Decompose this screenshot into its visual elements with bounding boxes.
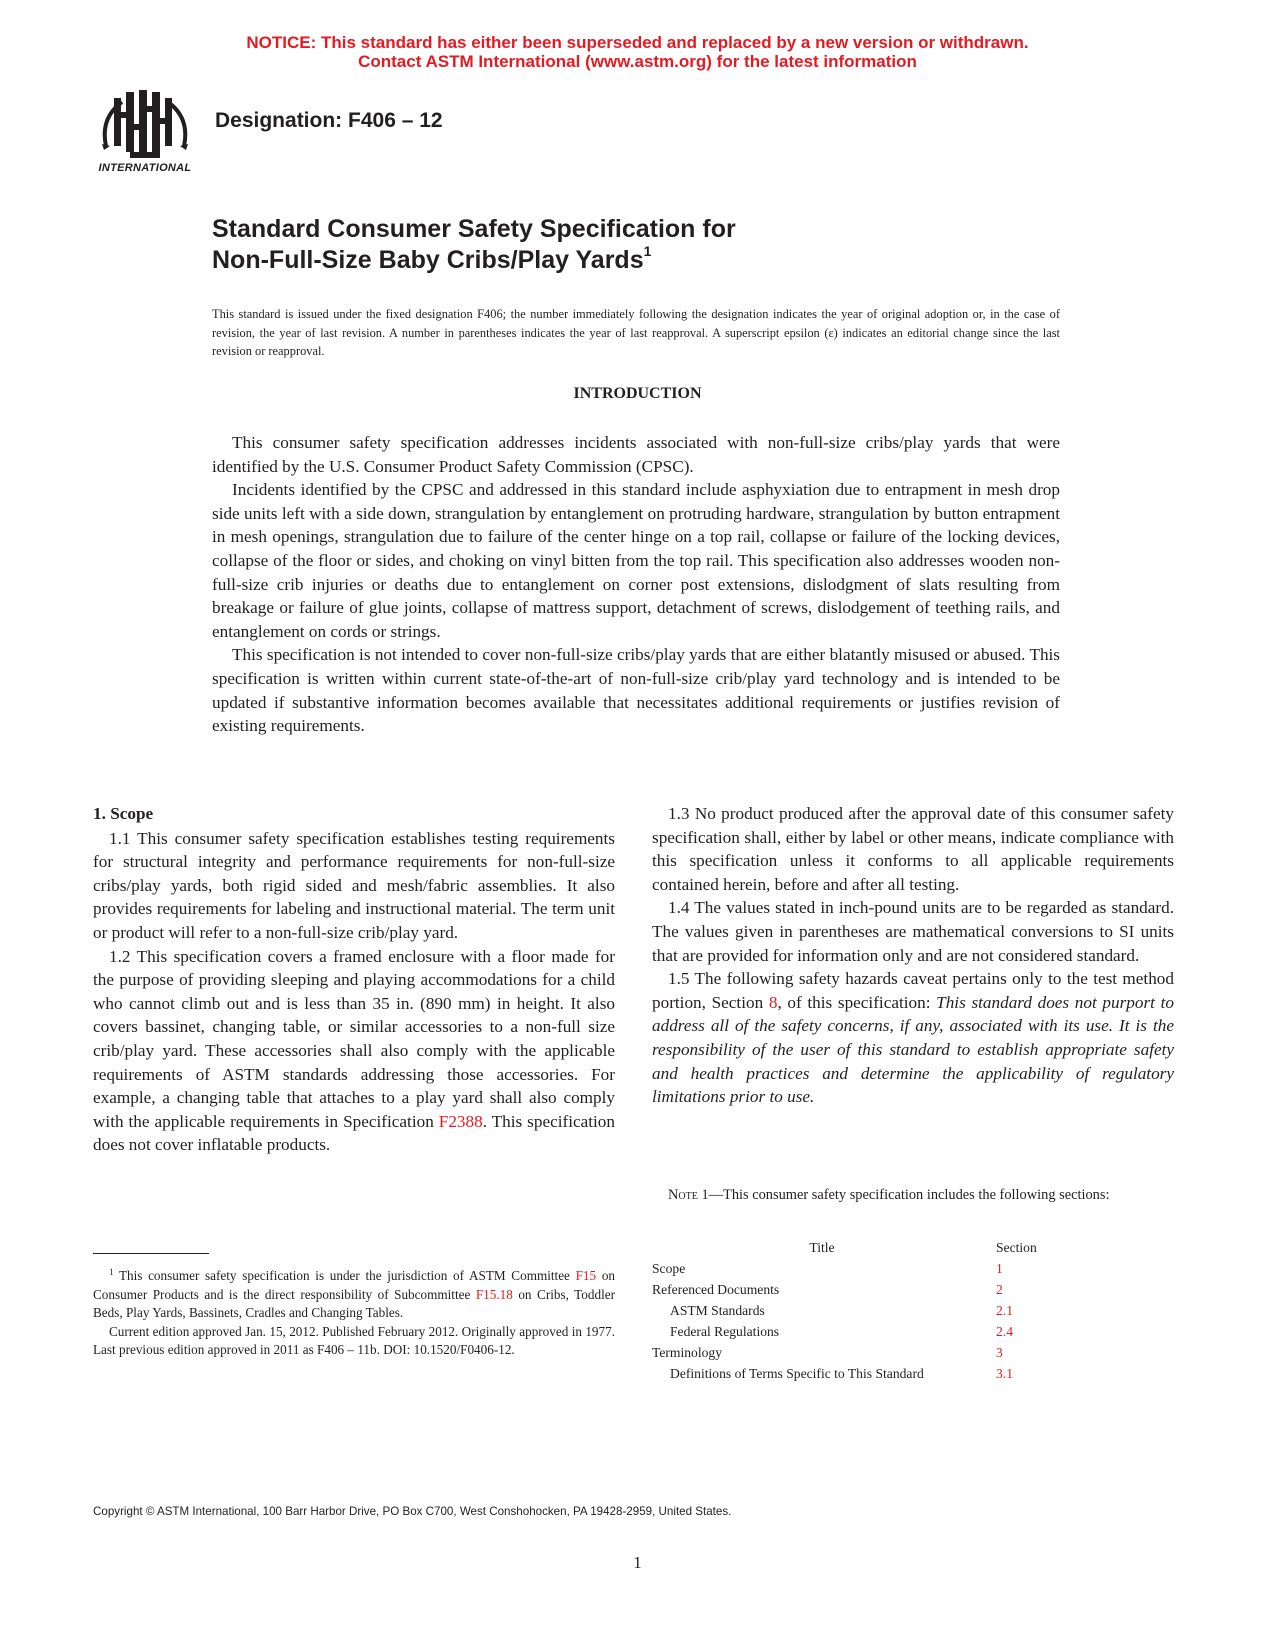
section-1-5-caveat: This standard does not purport to address all of the safety concerns, if any, associated with its use. It is the responsibility of the user of this standard to establish appropriate safety and health practices and determine the applicability of regulatory limitations prior to use.	[652, 992, 1174, 1107]
section-1-5	[652, 967, 1174, 1109]
footnote-mark: 1	[109, 1267, 114, 1277]
scope-heading: 1. Scope	[93, 804, 154, 823]
link-section-8[interactable]: 8	[768, 992, 778, 1012]
footnote-text-3: on Cribs, Toddler Beds, Play Yards, Bassinets, Cradles and Changing Tables.	[93, 1286, 615, 1320]
notice-line-2: Contact ASTM International (www.astm.org) for the latest information	[358, 52, 917, 71]
footnote-jurisdiction	[93, 1267, 615, 1323]
table-header-title: Title	[809, 1240, 835, 1255]
section-1-4: 1.4 The values stated in inch-pound units are to be regarded as standard. The values given in parentheses are mathematical conversions to SI units that are provided for information only and are not considered standard.	[652, 898, 1174, 965]
toc-section-link[interactable]: 3.1	[996, 1366, 1013, 1381]
note-1	[652, 1186, 1174, 1205]
title-line-2-text: Non-Full-Size Baby Cribs/Play Yards	[212, 246, 644, 274]
issued-note: This standard is issued under the fixed designation F406; the number immediately following the designation indicates the year of original adoption or, in the case of revision, the year of last revision. A number in parentheses indicates the year of last reapproval. A superscript epsilon (ε) indicates an editorial change since the last revision or reapproval.	[212, 307, 1060, 358]
table-row	[652, 1345, 1174, 1366]
note-label: Note	[668, 1187, 698, 1203]
notice-banner	[0, 33, 1275, 71]
notice-line-1: NOTICE: This standard has either been superseded and replaced by a new version or withdrawn.	[246, 33, 1029, 52]
footnote-text-1: This consumer safety specification is under the jurisdiction of ASTM Committee	[113, 1268, 576, 1283]
section-1-1: 1.1 This consumer safety specification establishes testing requirements for structural integrity and performance requirements for non-full-size cribs/play yards, both rigid sided and mesh/fabric assemblies. It also provides requirements for labeling and instructional material. The term unit or product will refer to a non-full-size crib/play yard.	[93, 828, 615, 942]
page-number: 1	[633, 1553, 642, 1572]
toc-title: Scope	[652, 1261, 686, 1276]
table-header-row	[652, 1240, 1174, 1261]
introduction-body	[212, 431, 1060, 738]
toc-title: Referenced Documents	[652, 1282, 780, 1297]
intro-paragraph-1: This consumer safety specification addresses incidents associated with non-full-size cribs/play yards that were identified by the U.S. Consumer Product Safety Commission (CPSC).	[212, 433, 1060, 476]
left-column	[93, 802, 615, 1157]
section-1-2	[93, 945, 615, 1157]
designation: Designation: F406 – 12	[215, 109, 443, 132]
link-f15-18[interactable]: F15.18	[475, 1286, 513, 1302]
section-1-3: 1.3 No product produced after the approval date of this consumer safety specification shall, either by label or other means, indicate compliance with this specification unless it conforms to all applicable requirements contained herein, before and after all testing.	[652, 804, 1174, 894]
copyright: Copyright © ASTM International, 100 Barr Harbor Drive, PO Box C700, West Conshohocken, PA 19428-2959, United States.	[93, 1505, 732, 1518]
toc-section-link[interactable]: 2.1	[996, 1303, 1013, 1318]
toc-title: ASTM Standards	[670, 1303, 765, 1318]
table-row	[652, 1366, 1174, 1387]
table-row	[652, 1324, 1174, 1345]
toc-section-link[interactable]: 1	[996, 1261, 1003, 1276]
table-row	[652, 1303, 1174, 1324]
link-f15[interactable]: F15	[575, 1268, 597, 1283]
page-title	[212, 214, 736, 276]
introduction-heading: INTRODUCTION	[573, 385, 702, 402]
toc-section-link[interactable]: 2	[996, 1282, 1003, 1297]
section-1-5-text: 1.5 The following safety hazards caveat pertains only to the test method portion, Section	[652, 969, 1174, 1012]
table-header-section: Section	[996, 1240, 1037, 1255]
footnote	[93, 1267, 615, 1360]
link-f2388[interactable]: F2388	[438, 1111, 483, 1131]
table-row	[652, 1261, 1174, 1282]
sections-table	[652, 1240, 1174, 1387]
toc-title: Terminology	[652, 1345, 723, 1360]
intro-paragraph-2: Incidents identified by the CPSC and addressed in this standard include asphyxiation due to entrapment in mesh drop side units left with a side down, strangulation by entanglement on protruding hardware, strangulation by button entrapment in mesh openings, strangulation due to failure of the center hinge on a top rail, collapse or failure of the locking devices, collapse of the floor or sides, and choking on vinyl bitten from the top rail. This specification also addresses wooden non-full-size crib injuries or deaths due to entanglement on corner post extensions, dislodgment of slats resulting from breakage or failure of glue joints, collapse of mattress support, detachment of screws, dislodgement of teething rails, and entanglement on cords or strings.	[212, 480, 1060, 641]
title-line-1: Standard Consumer Safety Specification for	[212, 215, 736, 243]
title-footnote-mark: 1	[643, 243, 652, 259]
astm-logo	[92, 88, 198, 180]
right-column	[652, 802, 1174, 1109]
footnote-text-2: on Consumer Products and is the direct responsibility of Subcommittee	[93, 1268, 615, 1302]
intro-paragraph-3: This specification is not intended to cover non-full-size cribs/play yards that are either blatantly misused or abused. This specification is written within current state-of-the-art of non-full-size crib/play yard technology and is intended to be updated if substantive information becomes available that necessitates additional requirements or justifies revision of existing requirements.	[212, 645, 1060, 736]
toc-title: Definitions of Terms Specific to This Standard	[670, 1366, 924, 1381]
toc-section-link[interactable]: 3	[996, 1345, 1003, 1360]
footnote-divider	[93, 1253, 209, 1254]
footnote-edition: Current edition approved Jan. 15, 2012. Published February 2012. Originally approved in 1977. Last previous edition approved in 2011 as F406 – 11b. DOI: 10.1520/F0406-12.	[93, 1323, 615, 1357]
table-row	[652, 1282, 1174, 1303]
note-text: 1—This consumer safety specification includes the following sections:	[697, 1187, 1110, 1203]
section-1-2-text: 1.2 This specification covers a framed enclosure with a floor made for the purpose of providing sleeping and playing accommodations for a child who cannot climb out and is less than 35 in. (890 mm) in height. It also covers bassinet, changing table, or similar accessories to a non-full size crib/play yard. These accessories shall also comply with the applicable requirements of ASTM standards addressing those accessories. For example, a changing table that attaches to a play yard shall also comply with the applicable requirements in Specification	[93, 946, 615, 1131]
logo-caption: INTERNATIONAL	[98, 162, 192, 174]
toc-title: Federal Regulations	[670, 1324, 780, 1339]
section-1-2-text-end: . This specification does not cover inflatable products.	[93, 1111, 615, 1155]
section-1-5-text-mid: , of this specification:	[777, 992, 937, 1012]
toc-section-link[interactable]: 2.4	[996, 1324, 1013, 1339]
title-line-2	[212, 245, 736, 276]
